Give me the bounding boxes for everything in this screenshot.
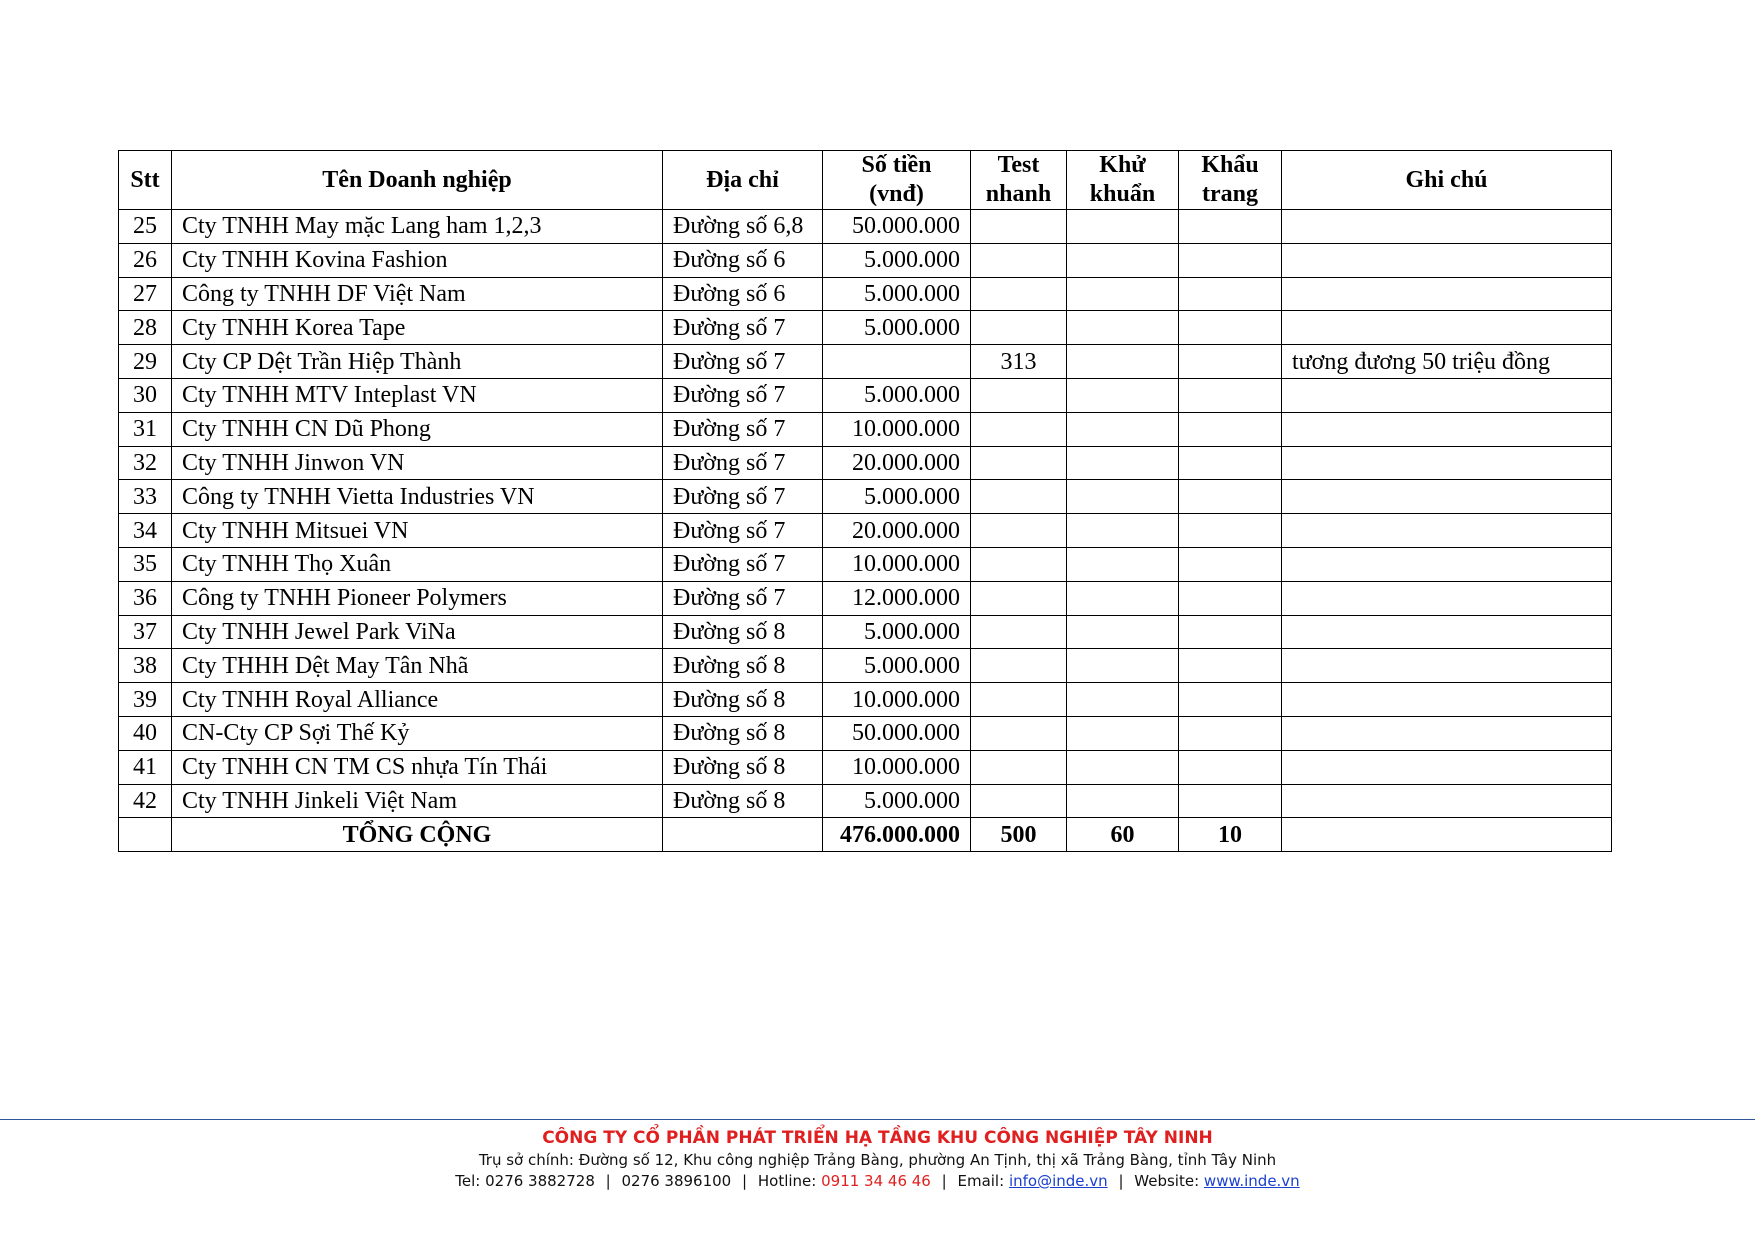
cell-disinfectant bbox=[1067, 480, 1179, 514]
cell-disinfectant bbox=[1067, 345, 1179, 379]
cell-note bbox=[1282, 581, 1612, 615]
header-test-line2: nhanh bbox=[985, 181, 1052, 207]
table-row bbox=[119, 412, 1612, 446]
cell-masks bbox=[1179, 784, 1282, 818]
cell-company-name: Cty CP Dệt Trần Hiệp Thành bbox=[172, 345, 663, 379]
header-note: Ghi chú bbox=[1282, 151, 1612, 210]
cell-test-kits bbox=[971, 311, 1067, 345]
footer-address: Trụ sở chính: Đường số 12, Khu công nghiệp Trảng Bàng, phường An Tịnh, thị xã Trảng Bàng, tỉnh Tây Ninh bbox=[478, 1151, 1277, 1169]
cell-address: Đường số 8 bbox=[663, 683, 823, 717]
footer-tel: Tel: 0276 3882728 bbox=[455, 1172, 595, 1190]
table-row bbox=[119, 345, 1612, 379]
cell-test-kits bbox=[971, 412, 1067, 446]
header-test-line1: Test bbox=[997, 152, 1040, 178]
cell-address: Đường số 7 bbox=[663, 412, 823, 446]
cell-masks bbox=[1179, 615, 1282, 649]
cell-amount: 50.000.000 bbox=[823, 210, 971, 244]
cell-address: Đường số 8 bbox=[663, 649, 823, 683]
cell-masks bbox=[1179, 750, 1282, 784]
header-mask bbox=[1179, 151, 1282, 210]
cell-masks bbox=[1179, 412, 1282, 446]
cell-disinfectant bbox=[1067, 615, 1179, 649]
cell-test-kits bbox=[971, 378, 1067, 412]
cell-company-name: Công ty TNHH Pioneer Polymers bbox=[172, 581, 663, 615]
cell-note bbox=[1282, 378, 1612, 412]
cell-company-name: Cty TNHH Royal Alliance bbox=[172, 683, 663, 717]
cell-note bbox=[1282, 243, 1612, 277]
table-row bbox=[119, 446, 1612, 480]
cell-address: Đường số 6,8 bbox=[663, 210, 823, 244]
cell-stt: 38 bbox=[119, 649, 172, 683]
cell-address: Đường số 7 bbox=[663, 547, 823, 581]
cell-stt: 36 bbox=[119, 581, 172, 615]
total-amount: 476.000.000 bbox=[823, 818, 971, 852]
cell-amount: 5.000.000 bbox=[823, 649, 971, 683]
cell-stt: 31 bbox=[119, 412, 172, 446]
cell-company-name: Công ty TNHH Vietta Industries VN bbox=[172, 480, 663, 514]
cell-stt: 35 bbox=[119, 547, 172, 581]
cell-company-name: Cty THHH Dệt May Tân Nhã bbox=[172, 649, 663, 683]
total-disinfect: 60 bbox=[1067, 818, 1179, 852]
cell-company-name: Cty TNHH Jinwon VN bbox=[172, 446, 663, 480]
footer-website-label: Website: bbox=[1134, 1172, 1200, 1190]
cell-address: Đường số 7 bbox=[663, 378, 823, 412]
cell-note: tương đương 50 triệu đồng bbox=[1282, 345, 1612, 379]
cell-masks bbox=[1179, 243, 1282, 277]
cell-stt: 39 bbox=[119, 683, 172, 717]
cell-address: Đường số 6 bbox=[663, 277, 823, 311]
cell-note bbox=[1282, 210, 1612, 244]
cell-note bbox=[1282, 412, 1612, 446]
cell-disinfectant bbox=[1067, 210, 1179, 244]
table-row bbox=[119, 784, 1612, 818]
cell-test-kits bbox=[971, 649, 1067, 683]
cell-masks bbox=[1179, 581, 1282, 615]
cell-note bbox=[1282, 547, 1612, 581]
cell-amount: 5.000.000 bbox=[823, 378, 971, 412]
cell-stt: 25 bbox=[119, 210, 172, 244]
cell-company-name: Cty TNHH Thọ Xuân bbox=[172, 547, 663, 581]
table-row bbox=[119, 243, 1612, 277]
footer-hotline: 0911 34 46 46 bbox=[821, 1172, 931, 1190]
table-row bbox=[119, 277, 1612, 311]
table-row bbox=[119, 581, 1612, 615]
cell-disinfectant bbox=[1067, 547, 1179, 581]
cell-company-name: Cty TNHH Korea Tape bbox=[172, 311, 663, 345]
cell-amount: 5.000.000 bbox=[823, 243, 971, 277]
cell-disinfectant bbox=[1067, 311, 1179, 345]
cell-amount: 20.000.000 bbox=[823, 446, 971, 480]
cell-company-name: Cty TNHH Jewel Park ViNa bbox=[172, 615, 663, 649]
cell-note bbox=[1282, 716, 1612, 750]
cell-test-kits bbox=[971, 547, 1067, 581]
total-mask: 10 bbox=[1179, 818, 1282, 852]
cell-company-name: Cty TNHH MTV Inteplast VN bbox=[172, 378, 663, 412]
cell-disinfectant bbox=[1067, 649, 1179, 683]
cell-amount: 5.000.000 bbox=[823, 311, 971, 345]
footer-separator: | bbox=[941, 1172, 947, 1190]
cell-stt: 40 bbox=[119, 716, 172, 750]
cell-stt: 28 bbox=[119, 311, 172, 345]
table-row bbox=[119, 311, 1612, 345]
header-disinfect-line2: khuẩn bbox=[1089, 181, 1156, 207]
cell-address: Đường số 7 bbox=[663, 345, 823, 379]
cell-stt: 30 bbox=[119, 378, 172, 412]
cell-disinfectant bbox=[1067, 750, 1179, 784]
cell-disinfectant bbox=[1067, 581, 1179, 615]
cell-masks bbox=[1179, 378, 1282, 412]
cell-note bbox=[1282, 277, 1612, 311]
cell-address: Đường số 6 bbox=[663, 243, 823, 277]
cell-masks bbox=[1179, 345, 1282, 379]
cell-test-kits bbox=[971, 784, 1067, 818]
cell-note bbox=[1282, 480, 1612, 514]
header-mask-line2: trang bbox=[1202, 181, 1258, 207]
header-amount-line1: Số tiền bbox=[861, 152, 932, 178]
footer-contact-line bbox=[0, 1171, 1755, 1192]
cell-masks bbox=[1179, 716, 1282, 750]
cell-stt: 29 bbox=[119, 345, 172, 379]
cell-note bbox=[1282, 649, 1612, 683]
cell-note bbox=[1282, 784, 1612, 818]
cell-stt: 33 bbox=[119, 480, 172, 514]
cell-company-name: Công ty TNHH DF Việt Nam bbox=[172, 277, 663, 311]
total-note-cell bbox=[1282, 818, 1612, 852]
cell-test-kits bbox=[971, 277, 1067, 311]
cell-amount: 12.000.000 bbox=[823, 581, 971, 615]
cell-test-kits bbox=[971, 243, 1067, 277]
cell-note bbox=[1282, 683, 1612, 717]
cell-address: Đường số 8 bbox=[663, 716, 823, 750]
header-disinfect-line1: Khử bbox=[1099, 152, 1146, 178]
table-row bbox=[119, 514, 1612, 548]
footer-email-label: Email: bbox=[957, 1172, 1005, 1190]
total-stt-cell bbox=[119, 818, 172, 852]
table-row bbox=[119, 378, 1612, 412]
cell-masks bbox=[1179, 547, 1282, 581]
cell-masks bbox=[1179, 311, 1282, 345]
cell-address: Đường số 7 bbox=[663, 311, 823, 345]
cell-disinfectant bbox=[1067, 716, 1179, 750]
cell-company-name: Cty TNHH Jinkeli Việt Nam bbox=[172, 784, 663, 818]
cell-masks bbox=[1179, 514, 1282, 548]
footer-hotline-label: Hotline: bbox=[757, 1172, 817, 1190]
footer-divider bbox=[0, 1119, 1755, 1120]
footer-tel2: 0276 3896100 bbox=[621, 1172, 732, 1190]
footer bbox=[0, 1126, 1755, 1192]
cell-disinfectant bbox=[1067, 277, 1179, 311]
footer-email-link[interactable]: info@inde.vn bbox=[1008, 1172, 1108, 1190]
cell-amount: 5.000.000 bbox=[823, 784, 971, 818]
cell-address: Đường số 7 bbox=[663, 480, 823, 514]
cell-amount: 10.000.000 bbox=[823, 412, 971, 446]
table-header-row bbox=[119, 151, 1612, 210]
footer-separator: | bbox=[1118, 1172, 1124, 1190]
cell-company-name: Cty TNHH CN Dũ Phong bbox=[172, 412, 663, 446]
cell-masks bbox=[1179, 277, 1282, 311]
cell-disinfectant bbox=[1067, 412, 1179, 446]
cell-address: Đường số 8 bbox=[663, 750, 823, 784]
cell-company-name: Cty TNHH May mặc Lang ham 1,2,3 bbox=[172, 210, 663, 244]
cell-note bbox=[1282, 311, 1612, 345]
total-test: 500 bbox=[971, 818, 1067, 852]
cell-disinfectant bbox=[1067, 243, 1179, 277]
footer-website-link[interactable]: www.inde.vn bbox=[1203, 1172, 1300, 1190]
cell-note bbox=[1282, 615, 1612, 649]
cell-address: Đường số 8 bbox=[663, 784, 823, 818]
footer-separator: | bbox=[605, 1172, 611, 1190]
header-test bbox=[971, 151, 1067, 210]
cell-masks bbox=[1179, 210, 1282, 244]
total-address-cell bbox=[663, 818, 823, 852]
cell-stt: 32 bbox=[119, 446, 172, 480]
total-row bbox=[119, 818, 1612, 852]
header-disinfect bbox=[1067, 151, 1179, 210]
table-row bbox=[119, 649, 1612, 683]
cell-amount: 10.000.000 bbox=[823, 750, 971, 784]
table-row bbox=[119, 480, 1612, 514]
cell-stt: 37 bbox=[119, 615, 172, 649]
cell-note bbox=[1282, 514, 1612, 548]
cell-masks bbox=[1179, 446, 1282, 480]
cell-test-kits bbox=[971, 615, 1067, 649]
total-label: TỔNG CỘNG bbox=[172, 818, 663, 852]
cell-disinfectant bbox=[1067, 683, 1179, 717]
cell-amount bbox=[823, 345, 971, 379]
cell-stt: 34 bbox=[119, 514, 172, 548]
header-name: Tên Doanh nghiệp bbox=[172, 151, 663, 210]
cell-test-kits bbox=[971, 210, 1067, 244]
cell-amount: 5.000.000 bbox=[823, 615, 971, 649]
cell-test-kits bbox=[971, 683, 1067, 717]
table-row bbox=[119, 615, 1612, 649]
cell-amount: 50.000.000 bbox=[823, 716, 971, 750]
cell-stt: 42 bbox=[119, 784, 172, 818]
cell-test-kits bbox=[971, 514, 1067, 548]
cell-address: Đường số 8 bbox=[663, 615, 823, 649]
cell-stt: 41 bbox=[119, 750, 172, 784]
enterprise-table bbox=[118, 150, 1612, 852]
table-row bbox=[119, 547, 1612, 581]
cell-company-name: CN-Cty CP Sợi Thế Kỷ bbox=[172, 716, 663, 750]
cell-address: Đường số 7 bbox=[663, 446, 823, 480]
header-stt: Stt bbox=[119, 151, 172, 210]
cell-company-name: Cty TNHH Kovina Fashion bbox=[172, 243, 663, 277]
cell-stt: 26 bbox=[119, 243, 172, 277]
cell-disinfectant bbox=[1067, 514, 1179, 548]
cell-company-name: Cty TNHH CN TM CS nhựa Tín Thái bbox=[172, 750, 663, 784]
table-row bbox=[119, 210, 1612, 244]
table-body bbox=[119, 210, 1612, 852]
cell-test-kits: 313 bbox=[971, 345, 1067, 379]
cell-test-kits bbox=[971, 581, 1067, 615]
cell-note bbox=[1282, 750, 1612, 784]
cell-test-kits bbox=[971, 716, 1067, 750]
cell-masks bbox=[1179, 683, 1282, 717]
cell-address: Đường số 7 bbox=[663, 514, 823, 548]
cell-amount: 5.000.000 bbox=[823, 480, 971, 514]
cell-address: Đường số 7 bbox=[663, 581, 823, 615]
header-address: Địa chỉ bbox=[663, 151, 823, 210]
cell-amount: 10.000.000 bbox=[823, 547, 971, 581]
cell-amount: 5.000.000 bbox=[823, 277, 971, 311]
cell-masks bbox=[1179, 649, 1282, 683]
table-row bbox=[119, 750, 1612, 784]
cell-test-kits bbox=[971, 480, 1067, 514]
footer-separator: | bbox=[742, 1172, 748, 1190]
header-mask-line1: Khẩu bbox=[1201, 152, 1259, 178]
cell-test-kits bbox=[971, 750, 1067, 784]
footer-company-name: CÔNG TY CỔ PHẦN PHÁT TRIỂN HẠ TẦNG KHU CÔNG NGHIỆP TÂY NINH bbox=[542, 1128, 1213, 1148]
header-amount bbox=[823, 151, 971, 210]
cell-note bbox=[1282, 446, 1612, 480]
cell-company-name: Cty TNHH Mitsuei VN bbox=[172, 514, 663, 548]
cell-stt: 27 bbox=[119, 277, 172, 311]
header-amount-line2: (vnđ) bbox=[869, 181, 924, 207]
cell-masks bbox=[1179, 480, 1282, 514]
cell-disinfectant bbox=[1067, 784, 1179, 818]
table-row bbox=[119, 683, 1612, 717]
table-row bbox=[119, 716, 1612, 750]
cell-amount: 20.000.000 bbox=[823, 514, 971, 548]
cell-test-kits bbox=[971, 446, 1067, 480]
cell-disinfectant bbox=[1067, 446, 1179, 480]
cell-disinfectant bbox=[1067, 378, 1179, 412]
cell-amount: 10.000.000 bbox=[823, 683, 971, 717]
